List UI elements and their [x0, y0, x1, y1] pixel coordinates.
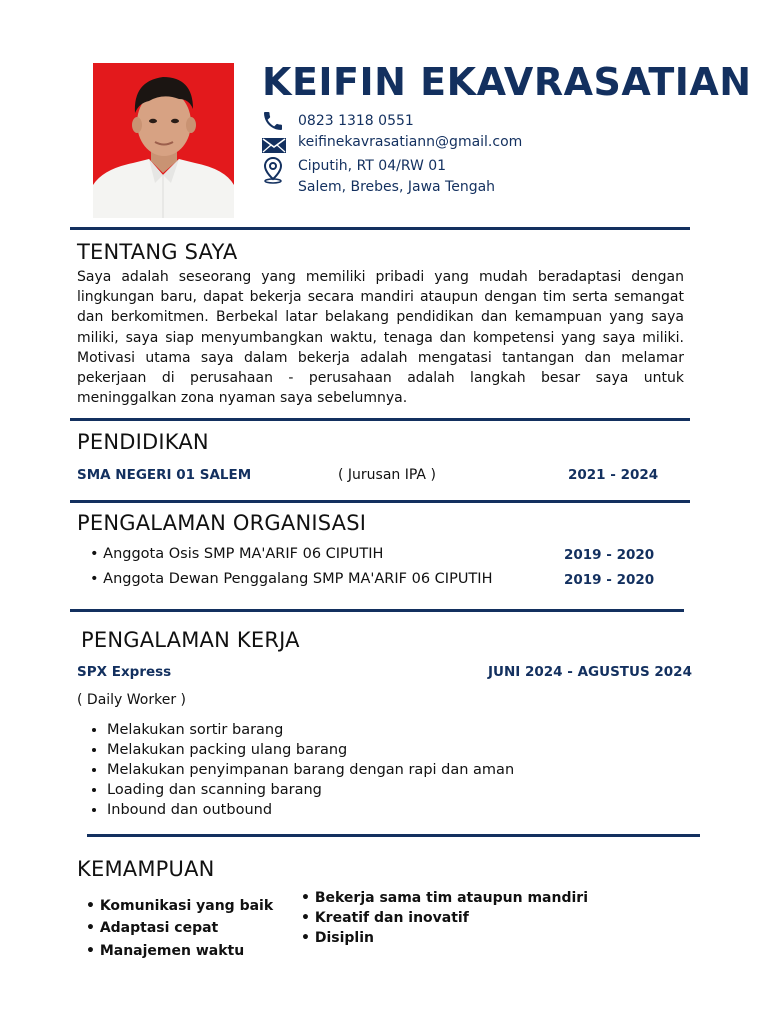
phone-number: 0823 1318 0551	[298, 113, 414, 129]
skills-section-title: KEMAMPUAN	[77, 857, 215, 881]
mail-icon	[261, 133, 285, 157]
work-period: JUNI 2024 - AGUSTUS 2024	[488, 664, 692, 680]
section-divider	[70, 418, 690, 421]
section-divider	[70, 227, 690, 230]
person-photo-illustration	[93, 63, 234, 218]
skill-item: • Bekerja sama tim ataupun mandiri	[301, 890, 588, 906]
list-item: • Melakukan penyimpanan barang dengan rapi dan aman	[107, 760, 514, 780]
work-section-title: PENGALAMAN KERJA	[81, 628, 300, 652]
list-item: • Inbound dan outbound	[107, 800, 514, 820]
about-paragraph: Saya adalah seseorang yang memiliki pribadi yang mudah beradaptasi dengan lingkungan baru, dapat bekerja secara mandiri ataupun dengan tim serta semangat dan berkomitmen. Berbekal latar belakang pendidikan dan kemampuan yang saya miliki, saya siap menyumbangkan waktu, tenaga dan kompetensi yang saya miliki. Motivasi utama saya dalam bekerja adalah mengatasi tantangan dan melamar pekerjaan di perusahaan - perusahaan adalah langkah besar saya untuk meninggalkan zona nyaman saya sebelumnya.	[77, 269, 684, 407]
email-address: keifinekavrasatiann@gmail.com	[298, 134, 523, 150]
list-item: • Loading dan scanning barang	[107, 780, 514, 800]
list-item: • Melakukan sortir barang	[107, 720, 514, 740]
company-name: SPX Express	[77, 664, 172, 680]
education-section-title: PENDIDIKAN	[77, 430, 209, 454]
organization-section-title: PENGALAMAN ORGANISASI	[77, 511, 367, 535]
school-major: ( Jurusan IPA )	[338, 467, 436, 483]
education-years: 2021 - 2024	[568, 467, 659, 483]
skill-item: • Disiplin	[301, 930, 374, 946]
applicant-name: KEIFIN EKAVRASATIAN	[262, 60, 752, 104]
phone-icon	[261, 109, 285, 133]
skill-item: • Komunikasi yang baik	[86, 898, 274, 914]
section-divider	[87, 834, 700, 837]
organization-item: • Anggota Dewan Penggalang SMP MA'ARIF 06 CIPUTIH	[90, 571, 493, 587]
location-pin-icon	[261, 156, 285, 184]
skill-item: • Adaptasi cepat	[86, 920, 219, 936]
section-divider	[70, 609, 684, 612]
profile-photo	[93, 63, 234, 218]
work-role: ( Daily Worker )	[77, 692, 187, 708]
address-line-1: Ciputih, RT 04/RW 01	[298, 158, 447, 174]
about-section-title: TENTANG SAYA	[77, 240, 238, 264]
organization-item: • Anggota Osis SMP MA'ARIF 06 CIPUTIH	[90, 546, 384, 562]
skill-item: • Manajemen waktu	[86, 943, 245, 959]
address-line-2: Salem, Brebes, Jawa Tengah	[298, 179, 496, 195]
skill-item: • Kreatif dan inovatif	[301, 910, 469, 926]
school-name: SMA NEGERI 01 SALEM	[77, 467, 252, 483]
organization-years: 2019 - 2020	[564, 572, 655, 588]
section-divider	[70, 500, 690, 503]
work-duties-list	[77, 720, 514, 820]
list-item: • Melakukan packing ulang barang	[107, 740, 514, 760]
organization-years: 2019 - 2020	[564, 547, 655, 563]
